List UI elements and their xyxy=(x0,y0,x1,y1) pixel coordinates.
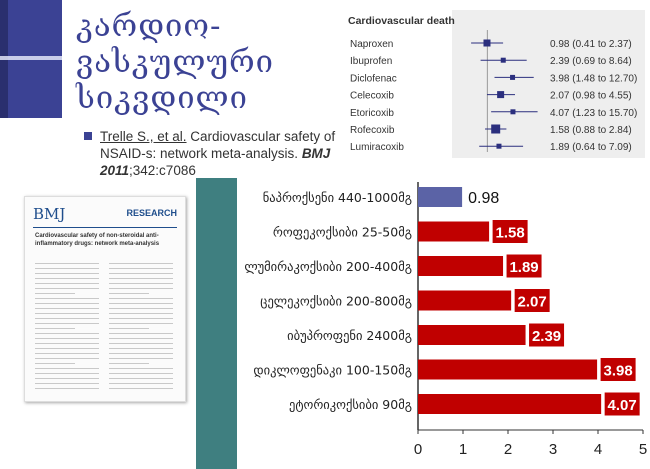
paper-text-line xyxy=(35,348,99,349)
forest-point-marker xyxy=(491,125,500,134)
bar xyxy=(418,291,511,311)
title-line-3: სიკვდილი xyxy=(76,80,248,116)
forest-point-marker xyxy=(510,109,515,114)
paper-text-line xyxy=(35,343,99,344)
bar xyxy=(418,325,526,345)
paper-section: RESEARCH xyxy=(126,208,177,218)
paper-text-line xyxy=(109,268,173,269)
reference xyxy=(100,128,350,179)
forest-category-label: Diclofenac xyxy=(350,73,397,85)
title-line-2: ვასკულური xyxy=(76,44,274,80)
forest-value-label: 1.89 (0.64 to 7.09) xyxy=(550,142,632,154)
paper-text-line xyxy=(35,353,99,354)
paper-text-line xyxy=(35,283,99,284)
x-tick-label: 0 xyxy=(413,441,423,458)
bar xyxy=(418,222,489,242)
bar-value-label: 0.98 xyxy=(468,190,500,207)
paper-text-line xyxy=(109,343,173,344)
forest-value-label: 2.07 (0.98 to 4.55) xyxy=(550,90,632,102)
paper-text-line xyxy=(35,338,99,339)
paper-text-line xyxy=(35,378,99,379)
paper-text-line xyxy=(109,358,173,359)
bar xyxy=(418,256,503,276)
title-line-1: კარდიო- xyxy=(76,8,222,44)
x-tick-label: 2 xyxy=(503,441,513,458)
x-tick-label: 4 xyxy=(593,441,603,458)
bar-value-label: 2.39 xyxy=(531,328,562,345)
x-tick-label: 3 xyxy=(548,441,558,458)
paper-text-line xyxy=(35,268,99,269)
paper-text-line xyxy=(35,373,99,374)
forest-value-label: 0.98 (0.41 to 2.37) xyxy=(550,39,632,50)
decorative-block xyxy=(0,0,62,118)
reference-journal: BMJ 2011 xyxy=(100,146,331,178)
paper-text-line xyxy=(109,383,173,384)
paper-text-line xyxy=(35,358,99,359)
paper-text-line xyxy=(35,333,99,334)
paper-text-line xyxy=(35,388,99,389)
forest-value-label: 1.58 (0.88 to 2.84) xyxy=(550,125,632,136)
forest-point-marker xyxy=(501,58,506,63)
paper-text-line xyxy=(35,303,99,304)
paper-text-line xyxy=(109,328,149,329)
paper-text-line xyxy=(109,293,149,294)
forest-point-marker xyxy=(510,75,515,80)
x-tick-label: 5 xyxy=(638,441,648,458)
bar xyxy=(418,394,601,414)
paper-text-line xyxy=(109,333,173,334)
forest-category-label: Ibuprofen xyxy=(350,56,393,68)
paper-text-line xyxy=(35,368,99,369)
paper-heading: Cardiovascular safety of non-steroidal anti-inflammatory drugs: network meta-analysis xyxy=(35,233,160,247)
paper-text-line xyxy=(109,298,173,299)
bar-category-label: ლუმირაკოქსიბი 200-400მგ xyxy=(244,259,412,274)
paper-text-line xyxy=(109,273,173,274)
bar-value-label: 1.89 xyxy=(509,259,539,276)
forest-title: Cardiovascular death xyxy=(348,15,455,27)
bar-value-label: 1.58 xyxy=(495,224,525,242)
reference-title: Cardiovascular safety of NSAID-s: network meta-analysis. xyxy=(100,129,336,161)
paper-text-line xyxy=(109,363,149,364)
bar-category-label: ეტორიკოქსიბი 90მგ xyxy=(289,397,412,412)
paper-text-line xyxy=(35,383,99,384)
paper-text-line xyxy=(35,318,99,319)
forest-category-label: Etoricoxib xyxy=(350,107,394,119)
decorative-band xyxy=(196,178,237,469)
paper-text-line xyxy=(35,313,99,314)
bar-category-label: ცელეკოქსიბი 200-800მგ xyxy=(260,293,412,309)
bar-category-label: ნაპროქსენი 440-1000მგ xyxy=(262,190,412,205)
paper-logo: BMJ xyxy=(33,205,66,223)
paper-text-line xyxy=(109,313,173,314)
forest-category-label: Lumiracoxib xyxy=(350,142,404,154)
forest-category-label: Naproxen xyxy=(350,39,394,50)
paper-text-line xyxy=(35,363,75,364)
bar xyxy=(418,187,462,207)
reference-citation: ;342:c7086 xyxy=(129,163,196,178)
forest-value-label: 2.39 (0.69 to 8.64) xyxy=(550,56,632,68)
paper-text-line xyxy=(35,308,99,309)
forest-category-label: Rofecoxib xyxy=(350,125,395,136)
forest-point-marker xyxy=(497,91,504,98)
forest-plot xyxy=(340,10,645,158)
bar-value-label: 4.07 xyxy=(607,397,637,414)
reference-authors[interactable]: Trelle S., et al. xyxy=(100,129,187,144)
paper-text-line xyxy=(109,368,173,369)
bar-category-label: როფეკოქსიბი 25-50მგ xyxy=(272,224,412,240)
paper-text-line xyxy=(109,338,173,339)
paper-text-line xyxy=(109,263,173,264)
paper-text-line xyxy=(35,323,99,324)
paper-text-line xyxy=(35,328,75,329)
paper-text-line xyxy=(109,323,173,324)
paper-text-line xyxy=(109,378,173,379)
paper-text-line xyxy=(109,388,173,389)
paper-text-line xyxy=(109,318,173,319)
paper-thumbnail xyxy=(24,196,186,402)
paper-text-line xyxy=(35,298,99,299)
bar-value-label: 2.07 xyxy=(517,293,547,311)
bar-category-label: დიკლოფენაკი 100-150მგ xyxy=(253,362,412,378)
forest-point-marker xyxy=(483,40,490,47)
paper-text-line xyxy=(109,348,173,349)
paper-text-line xyxy=(109,283,173,284)
paper-text-line xyxy=(109,288,173,289)
bar-value-label: 3.98 xyxy=(603,362,633,380)
paper-text-line xyxy=(35,278,99,279)
paper-text-line xyxy=(109,278,173,279)
paper-text-line xyxy=(35,288,99,289)
x-tick-label: 1 xyxy=(458,441,468,458)
bar-category-label: იბუპროფენი 2400მგ xyxy=(287,328,412,343)
bullet-icon xyxy=(84,132,92,140)
paper-text-line xyxy=(109,373,173,374)
paper-text-line xyxy=(35,273,99,274)
slide-title xyxy=(76,8,336,116)
forest-category-label: Celecoxib xyxy=(350,90,394,102)
paper-text-line xyxy=(35,263,99,264)
bar xyxy=(418,360,597,380)
paper-text-line xyxy=(35,293,75,294)
forest-point-marker xyxy=(496,144,501,149)
paper-text-line xyxy=(109,308,173,309)
forest-value-label: 3.98 (1.48 to 12.70) xyxy=(550,73,638,85)
paper-text-line xyxy=(109,303,173,304)
paper-text-line xyxy=(109,353,173,354)
bar-chart xyxy=(238,178,650,469)
forest-value-label: 4.07 (1.23 to 15.70) xyxy=(550,107,638,119)
